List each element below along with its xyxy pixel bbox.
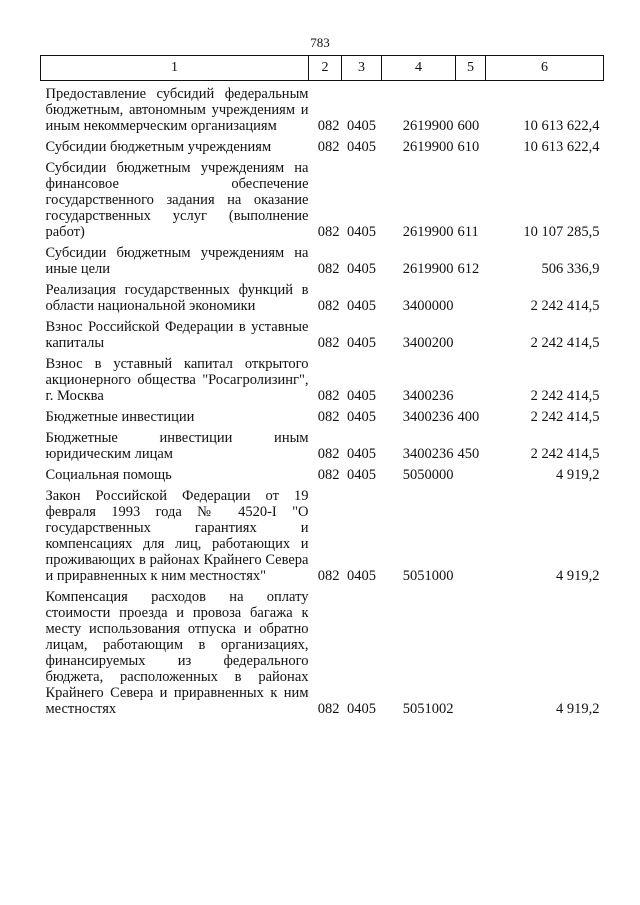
table-header [41,56,604,81]
row-name-text: Реализация государственных функций в области национальной экономики [45,282,309,314]
page-number: 783 [310,35,330,50]
cell-gr: 082 [317,409,340,425]
cell-name [41,430,309,462]
row-name-text: Социальная помощь [45,467,172,483]
table-row [41,589,604,717]
table-row [41,282,604,314]
cell-gr: 082 [317,224,340,240]
cell-vr [456,319,486,351]
cell-amount: 10 107 285,5 [523,224,600,240]
cell-csr: 2619900 [402,118,454,134]
cell-amount: 10 613 622,4 [523,139,600,155]
row-name-text: Бюджетные инвестиции [45,409,195,425]
header-col-5: 5 [456,56,486,81]
cell-vr [456,356,486,404]
cell-rz: 0405 [347,139,376,155]
cell-vr: 400 [457,409,480,425]
cell-amount: 4 919,2 [556,701,600,717]
cell-rz: 0405 [347,224,376,240]
cell-name [41,356,309,404]
cell-vr: 600 [457,118,480,134]
table-row [41,245,604,277]
cell-csr: 5051000 [402,568,454,584]
cell-vr [456,282,486,314]
cell-rz: 0405 [347,446,376,462]
cell-amount: 2 242 414,5 [530,409,600,425]
cell-vr: 610 [457,139,480,155]
cell-csr: 3400200 [402,335,454,351]
cell-name [41,139,309,155]
row-name-text: Взнос Российской Федерации в уставные капиталы [45,319,309,351]
cell-csr: 2619900 [402,224,454,240]
header-col-6: 6 [486,56,604,81]
row-name-text: Взнос в уставный капитал открытого акционерного общества "Росагролизинг", г. Москва [45,356,309,404]
cell-gr: 082 [317,446,340,462]
cell-amount: 4 919,2 [556,568,600,584]
header-col-1: 1 [41,56,309,81]
table-row [41,319,604,351]
header-col-3: 3 [342,56,382,81]
table-row [41,488,604,584]
cell-vr [456,589,486,717]
cell-csr: 5051002 [402,701,454,717]
cell-rz: 0405 [347,388,376,404]
cell-gr: 082 [317,261,340,277]
cell-vr [456,488,486,584]
cell-rz: 0405 [347,409,376,425]
cell-name [41,319,309,351]
row-name-text: Бюджетные инвестиции иным юридическим лицам [45,430,309,462]
cell-amount: 4 919,2 [556,467,600,483]
cell-amount: 2 242 414,5 [530,335,600,351]
cell-amount: 506 336,9 [541,261,600,277]
row-name-text: Субсидии бюджетным учреждениям на финансовое обеспечение государственного задания на оказание государственных услуг (выполнение работ) [45,160,309,240]
cell-csr: 3400000 [402,298,454,314]
cell-vr: 612 [457,261,480,277]
table-body [41,81,604,723]
cell-rz: 0405 [347,568,376,584]
table-row [41,409,604,425]
cell-csr: 5050000 [402,467,454,483]
header-col-2: 2 [309,56,342,81]
cell-name [41,488,309,584]
cell-rz: 0405 [347,701,376,717]
cell-rz: 0405 [347,298,376,314]
cell-name [41,245,309,277]
cell-rz: 0405 [347,335,376,351]
cell-csr: 3400236 [402,409,454,425]
cell-csr: 2619900 [402,261,454,277]
cell-rz: 0405 [347,261,376,277]
cell-gr: 082 [317,467,340,483]
table-row [41,467,604,483]
header-col-4: 4 [382,56,456,81]
cell-gr: 082 [317,388,340,404]
cell-gr: 082 [317,568,340,584]
cell-vr [456,467,486,483]
cell-gr: 082 [317,335,340,351]
spacer [41,717,604,722]
cell-name [41,86,309,134]
cell-gr: 082 [317,298,340,314]
cell-vr: 611 [457,224,479,240]
cell-rz: 0405 [347,467,376,483]
cell-amount: 2 242 414,5 [530,446,600,462]
cell-name [41,409,309,425]
cell-gr: 082 [317,701,340,717]
table-row [41,86,604,134]
cell-csr: 3400236 [402,388,454,404]
header-row [41,56,604,81]
table-row [41,356,604,404]
cell-vr: 450 [457,446,480,462]
cell-csr: 3400236 [402,446,454,462]
row-name-text: Предоставление субсидий федеральным бюджетным, автономным учреждениям и иным некоммерческим организациям [45,86,309,134]
cell-csr: 2619900 [402,139,454,155]
budget-table [40,55,604,722]
cell-name [41,160,309,240]
cell-gr: 082 [317,139,340,155]
cell-amount: 10 613 622,4 [523,118,600,134]
row-name-text: Компенсация расходов на оплату стоимости проезда и провоза багажа к месту использования отпуска и обратно лицам, работающим в организациях, финансируемых из федерального бюджета, расположенных в районах Крайнего Севера и приравненных к ним местностях [45,589,309,717]
row-name-text: Субсидии бюджетным учреждениям [45,139,272,155]
cell-name [41,467,309,483]
cell-rz: 0405 [347,118,376,134]
cell-gr: 082 [317,118,340,134]
table-row [41,139,604,155]
cell-name [41,282,309,314]
table-row [41,160,604,240]
table-row [41,430,604,462]
row-name-text: Субсидии бюджетным учреждениям на иные цели [45,245,309,277]
row-name-text: Закон Российской Федерации от 19 февраля 1993 года № 4520-I "О государственных гарантиях и компенсациях для лиц, работающих и проживающих в районах Крайнего Севера и приравненных к ним местностях" [45,488,309,584]
cell-amount: 2 242 414,5 [530,298,600,314]
cell-amount: 2 242 414,5 [530,388,600,404]
cell-name [41,589,309,717]
